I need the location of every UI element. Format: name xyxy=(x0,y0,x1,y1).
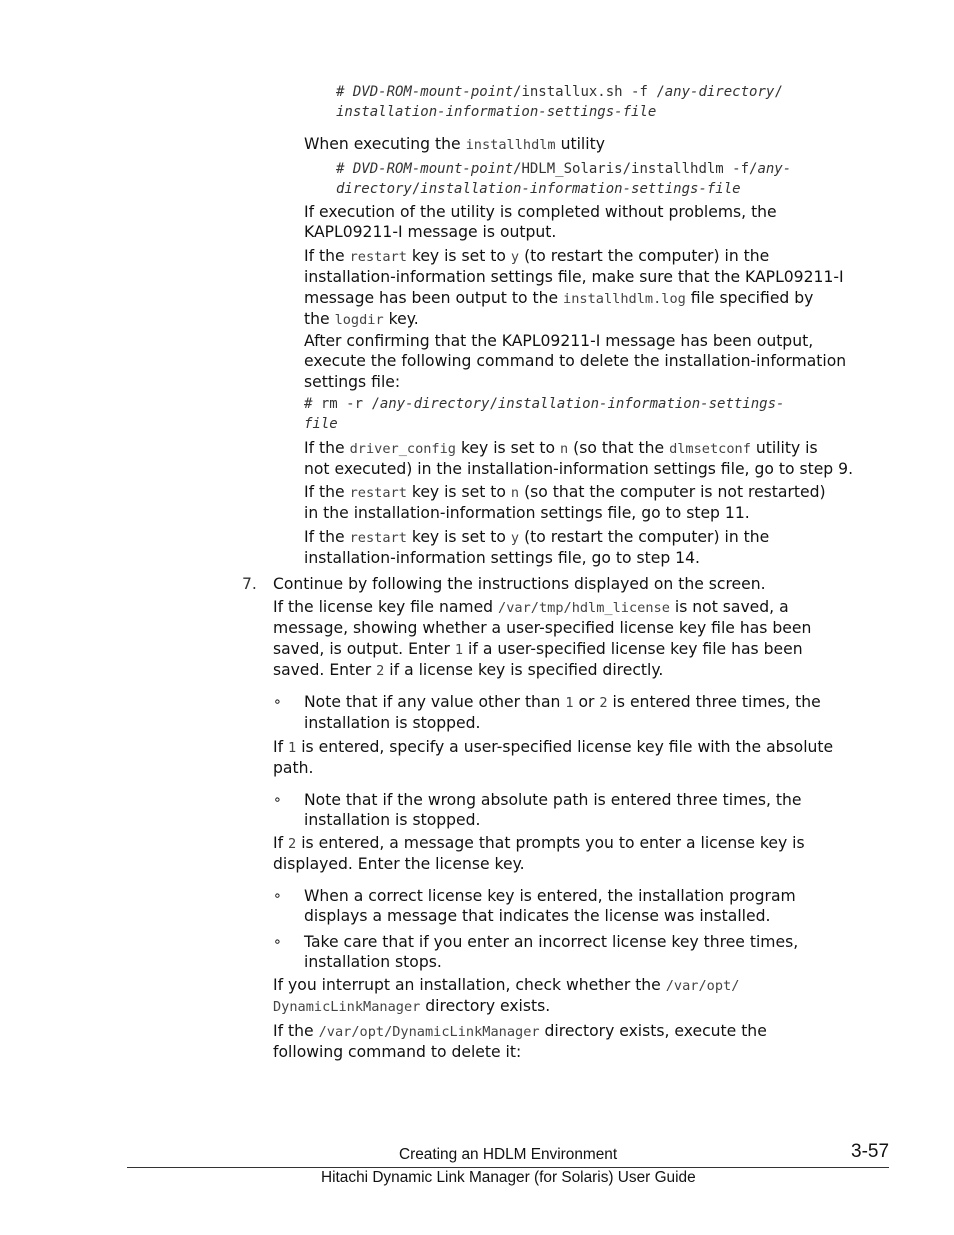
when-executing-label: When executing the installhdlm utility xyxy=(304,135,605,153)
if-1-paragraph: If 1 is entered, specify a user-specified license key file with the absolute path. xyxy=(273,738,834,778)
page-number: 3-57 xyxy=(851,1141,890,1162)
restart-y-paragraph: If the restart key is set to y (to restart the computer) in the installation-information settings file, make sure that the KAPL09211-I message has been output to the installhdlm.log file specified by the logdir key. xyxy=(304,247,844,329)
exists-paragraph: If the /var/opt/DynamicLinkManager directory exists, execute the following command to delete it: xyxy=(273,1022,767,1062)
bullet-2-icon: ∘ xyxy=(273,792,282,808)
bullet-1-icon: ∘ xyxy=(273,694,282,710)
bullet-4-icon: ∘ xyxy=(273,934,282,950)
if-2-paragraph: If 2 is entered, a message that prompts you to enter a license key is displayed. Enter the license key. xyxy=(273,834,805,874)
completed-paragraph: If execution of the utility is completed without problems, the KAPL09211-I message is output. xyxy=(304,203,777,242)
step-7-text: Continue by following the instructions displayed on the screen. xyxy=(273,575,766,593)
bullet-1-text: Note that if any value other than 1 or 2 is entered three times, the installation is stopped. xyxy=(304,693,821,733)
code-rm-line2: file xyxy=(304,416,338,432)
code-installux-line2: installation-information-settings-file xyxy=(336,104,657,120)
bullet-3-text: When a correct license key is entered, the installation program displays a message that indicates the license was installed. xyxy=(304,887,796,926)
bullet-3-icon: ∘ xyxy=(273,888,282,904)
restart-n-paragraph: If the restart key is set to n (so that the computer is not restarted) in the installation-information settings file, go to step 11. xyxy=(304,483,826,523)
driver-config-paragraph: If the driver_config key is set to n (so that the dlmsetconf utility is not executed) in the installation-information settings file, go to step 9. xyxy=(304,439,854,479)
after-confirm-paragraph: After confirming that the KAPL09211-I message has been output, execute the following command to delete the installation-information settings file: xyxy=(304,332,847,391)
footer-guide-title: Hitachi Dynamic Link Manager (for Solaris) User Guide xyxy=(321,1169,696,1186)
code-installux-line1: # DVD-ROM-mount-point/installux.sh -f /any-directory/ xyxy=(336,84,783,100)
code-installhdlm-line2: directory/installation-information-settings-file xyxy=(336,181,741,197)
footer-divider xyxy=(127,1167,889,1168)
license-file-paragraph: If the license key file named /var/tmp/hdlm_license is not saved, a message, showing whether a user-specified license key file has been saved, is output. Enter 1 if a user-specified license key file has been saved. Enter 2 if a license key is specified directly. xyxy=(273,598,812,680)
bullet-2-text: Note that if the wrong absolute path is entered three times, the installation is stopped. xyxy=(304,791,802,830)
code-rm-line1: # rm -r /any-directory/installation-information-settings- xyxy=(304,396,785,412)
interrupt-paragraph: If you interrupt an installation, check whether the /var/opt/ DynamicLinkManager directory exists. xyxy=(273,976,740,1016)
bullet-4-text: Take care that if you enter an incorrect license key three times, installation stops. xyxy=(304,933,799,972)
restart-y2-paragraph: If the restart key is set to y (to restart the computer) in the installation-information settings file, go to step 14. xyxy=(304,528,770,568)
step-7-number: 7. xyxy=(242,575,257,593)
code-installhdlm-line1: # DVD-ROM-mount-point/HDLM_Solaris/installhdlm -f/any- xyxy=(336,161,792,177)
footer-section-title: Creating an HDLM Environment xyxy=(399,1146,618,1163)
